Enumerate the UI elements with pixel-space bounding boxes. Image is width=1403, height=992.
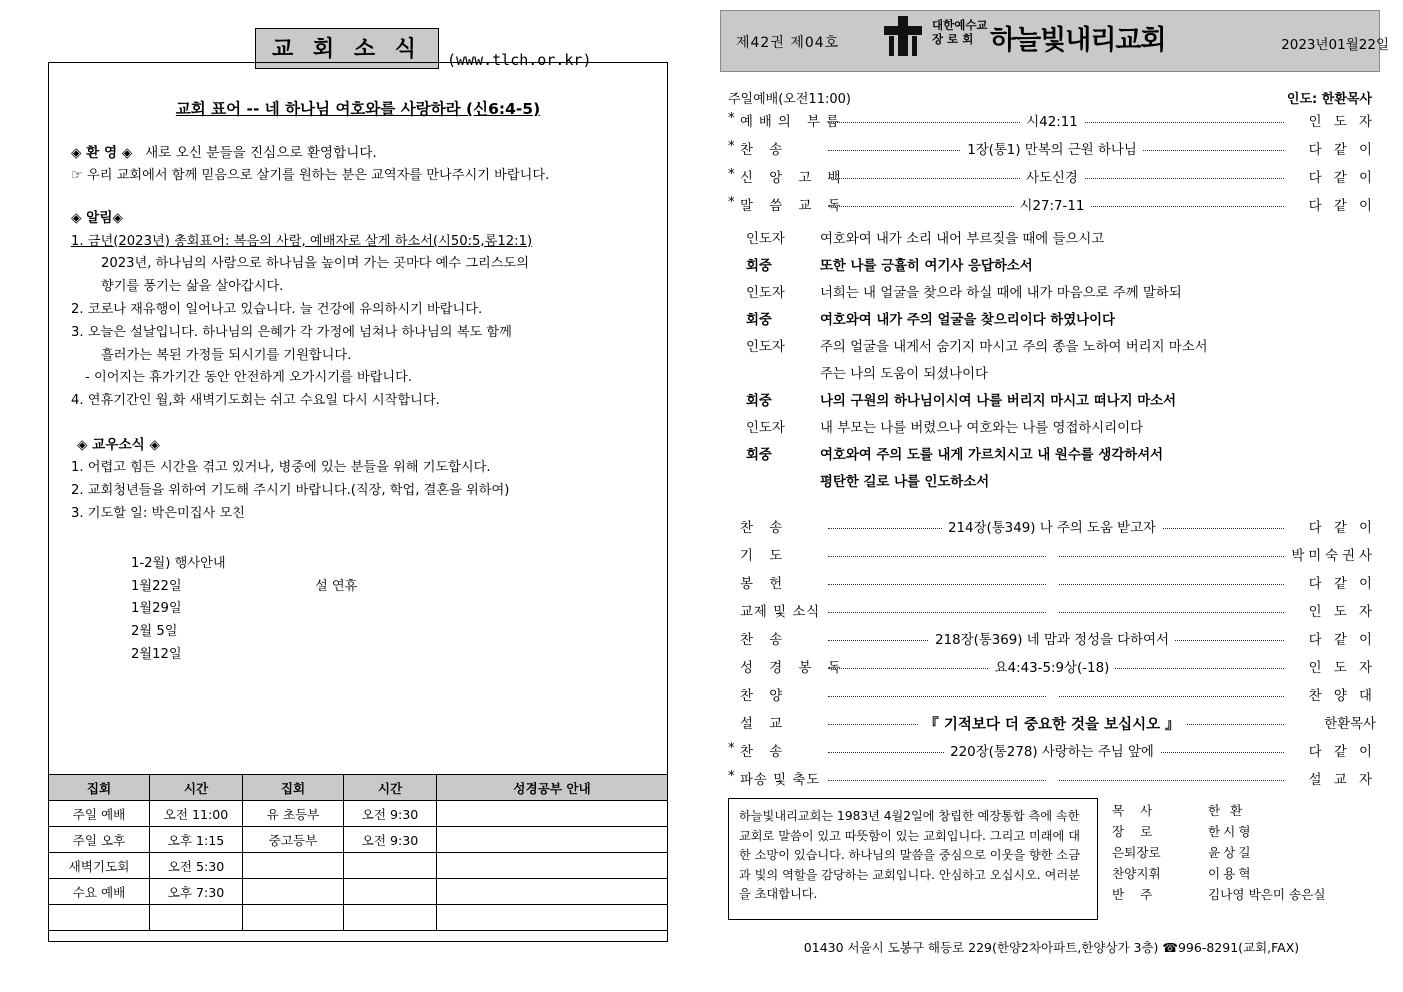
- responsive-line: [728, 334, 1376, 361]
- table-cell: 오후 1:15: [150, 827, 243, 853]
- denomination-line-2: 장 로 회: [932, 32, 974, 47]
- responsive-text: 주의 얼굴을 내게서 숨기지 마시고 주의 종을 노하여 버리지 마소서: [820, 340, 1208, 355]
- table-cell: 새벽기도회: [49, 853, 150, 879]
- dot-leader: [828, 556, 1284, 557]
- event-row: [71, 599, 645, 619]
- bulletin-date: 2023년01월22일: [1281, 37, 1389, 53]
- table-cell: [344, 905, 437, 931]
- order-label: 예배의 부름: [740, 115, 845, 130]
- table-cell: 중고등부: [243, 827, 344, 853]
- order-actor: 다 같 이: [1308, 143, 1376, 158]
- responsive-speaker: 회중: [746, 394, 772, 409]
- standing-marker: *: [728, 769, 735, 784]
- staff-row: [1112, 884, 1376, 905]
- event-date: 2월 5일: [131, 624, 178, 640]
- church-name: 하늘빛내리교회: [990, 25, 1166, 56]
- order-detail: 218장(통369) 네 맘과 정성을 다하여서: [929, 633, 1175, 648]
- prayer-heading: ◈ 교우소식 ◈: [77, 436, 160, 453]
- denomination-line-1: 대한예수교: [932, 18, 988, 32]
- responsive-text: 평탄한 길로 나를 인도하소서: [820, 475, 990, 490]
- church-introduction: 하늘빛내리교회는 1983년 4월2일에 창립한 예장통합 측에 속한 교회로 말씀이 있고 따뜻함이 있는 교회입니다. 그리고 미래에 대한 소망이 있습니다. 하나님의 말씀을 중심으로 이웃을 향한 소금과 빛의 역할을 감당하는 교회입니다. 안심하고 오십시오. 여러분을 초대합니다.: [728, 798, 1098, 920]
- order-detail: [1046, 601, 1058, 616]
- order-row: [728, 682, 1376, 710]
- notice-item: 1. 금년(2023년) 총회표어: 복음의 사람, 예배자로 살게 하소서(시50:5,롬12:1): [71, 233, 533, 249]
- order-row: [728, 108, 1376, 136]
- preacher-name: 한환목사: [1324, 717, 1376, 732]
- event-date: 1월29일: [131, 601, 182, 617]
- order-detail-wrap: [728, 545, 1376, 560]
- staff-row: [1112, 863, 1376, 884]
- church-slogan: 교회 표어 -- 네 하나님 여호와를 사랑하라 (신6:4-5): [175, 100, 541, 118]
- order-detail-wrap: [728, 629, 1376, 648]
- dot-leader: [828, 584, 1284, 585]
- staff-role: 목 사: [1112, 803, 1159, 818]
- event-date: 2월12일: [131, 646, 182, 662]
- staff-name: 윤상길: [1208, 845, 1254, 860]
- table-cell: 오전 9:30: [344, 827, 437, 853]
- notice-item: 3. 오늘은 설날입니다. 하나님의 은혜가 각 가정에 넘쳐나 하나님의 복도 함께: [71, 324, 512, 340]
- prayer-section: [49, 435, 667, 524]
- responsive-text: 또한 나를 긍휼히 여기사 응답하소서: [820, 259, 1033, 274]
- notice-section: [49, 208, 667, 411]
- order-label: 파송 및 축도: [740, 773, 821, 788]
- table-header-cell: 집회: [49, 775, 150, 801]
- table-header-cell: 집회: [243, 775, 344, 801]
- table-header-row: [49, 775, 668, 801]
- order-actor: 다 같 이: [1308, 521, 1376, 536]
- responsive-text: 나의 구원의 하나님이시여 나를 버리지 마시고 떠나지 마소서: [820, 394, 1177, 409]
- order-actor: 박미숙권사: [1291, 549, 1376, 564]
- welcome-line-2: ☞ 우리 교회에서 함께 믿음으로 살기를 원하는 분은 교역자를 만나주시기 바랍니다.: [71, 168, 550, 184]
- notice-item: 2. 코로나 재유행이 일어나고 있습니다. 늘 건강에 유의하시기 바랍니다.: [71, 301, 483, 317]
- table-cell: [49, 905, 150, 931]
- order-row: [728, 542, 1376, 570]
- order-actor: 다 같 이: [1308, 199, 1376, 214]
- dot-leader: [828, 668, 1284, 669]
- table-cell: [243, 905, 344, 931]
- order-label: 성 경 봉 독: [740, 661, 847, 676]
- order-row: [728, 570, 1376, 598]
- order-actor: 인 도 자: [1308, 661, 1376, 676]
- staff-role: 은퇴장로: [1112, 845, 1161, 860]
- prayer-item: 1. 어렵고 힘든 시간을 겪고 있거나, 병중에 있는 분들을 위해 기도합시다.: [71, 460, 491, 476]
- order-row: [728, 598, 1376, 626]
- order-label: 기 도: [740, 549, 789, 564]
- table-cell: 오전 9:30: [344, 801, 437, 827]
- left-page: [0, 0, 690, 992]
- responsive-line: [728, 388, 1376, 415]
- table-cell: [150, 905, 243, 931]
- order-label: 신 앙 고 백: [740, 171, 847, 186]
- table-cell: [437, 853, 668, 879]
- table-row: [49, 853, 668, 879]
- order-label: 설 교: [740, 717, 789, 732]
- table-cell: 오후 7:30: [150, 879, 243, 905]
- table-header-cell: 시간: [344, 775, 437, 801]
- notice-item: 흘러가는 복된 가정들 되시기를 기원합니다.: [101, 347, 352, 363]
- standing-marker: *: [728, 111, 735, 126]
- staff-name: 이용혁: [1208, 866, 1254, 881]
- table-cell: [437, 905, 668, 931]
- denomination-name: [932, 18, 988, 47]
- event-row: [71, 622, 645, 642]
- order-label: 찬 송: [740, 521, 789, 536]
- notice-item: 4. 연휴기간인 월,화 새벽기도회는 쉬고 수요일 다시 시작합니다.: [71, 393, 440, 409]
- standing-marker: *: [728, 167, 735, 182]
- order-label: 찬 송: [740, 143, 789, 158]
- dot-leader: [828, 612, 1284, 613]
- order-row: [728, 626, 1376, 654]
- order-row: [728, 192, 1376, 220]
- sermon-title: 『 기적보다 더 중요한 것을 보십시오 』: [918, 717, 1185, 733]
- responsive-speaker: 인도자: [746, 232, 785, 247]
- dot-leader: [828, 696, 1284, 697]
- order-detail: 220장(통278) 사랑하는 주님 앞에: [944, 745, 1160, 760]
- staff-name: 김나영 박은미 송은실: [1208, 887, 1326, 902]
- welcome-line-1: 새로 오신 분들을 진심으로 환영합니다.: [145, 145, 377, 161]
- right-page: [700, 0, 1403, 992]
- responsive-line: [728, 280, 1376, 307]
- table-cell: [437, 801, 668, 827]
- event-date: 1월22일: [131, 578, 182, 594]
- order-label: 봉 헌: [740, 577, 789, 592]
- responsive-text: 내 부모는 나를 버렸으나 여호와는 나를 영접하시리이다: [820, 421, 1144, 436]
- dot-leader: [828, 640, 1284, 641]
- order-detail: [1046, 769, 1058, 784]
- responsive-text: 여호와여 내가 주의 얼굴을 찾으리이다 하였나이다: [820, 313, 1115, 328]
- table-cell: [344, 853, 437, 879]
- staff-list: [1112, 800, 1376, 905]
- table-cell: [243, 879, 344, 905]
- order-of-worship: [728, 108, 1376, 794]
- responsive-line: [728, 253, 1376, 280]
- table-cell: [437, 827, 668, 853]
- order-detail: 사도신경: [1020, 171, 1084, 186]
- prayer-item: 3. 기도할 일: 박은미집사 모친: [71, 505, 245, 521]
- responsive-speaker: 회중: [746, 259, 772, 274]
- staff-role: 반 주: [1112, 887, 1159, 902]
- staff-role: 찬양지휘: [1112, 866, 1161, 881]
- event-row: [71, 645, 645, 665]
- cross-icon: [880, 14, 926, 58]
- service-header: [728, 88, 1372, 107]
- responsive-speaker: 인도자: [746, 286, 785, 301]
- staff-name: 한 환: [1208, 803, 1246, 818]
- order-detail-wrap: [728, 573, 1376, 588]
- order-row: [728, 654, 1376, 682]
- order-detail: 214장(통349) 나 주의 도움 받고자: [942, 521, 1162, 536]
- dot-leader: [828, 122, 1284, 123]
- order-detail: [1046, 573, 1058, 588]
- table-cell: [344, 879, 437, 905]
- address-footer: 01430 서울시 도봉구 해등로 229(한양2차아파트,한양상가 3층) ☎996-8291(교회,FAX): [803, 940, 1300, 955]
- staff-name: 한시형: [1208, 824, 1254, 839]
- staff-role: 장 로: [1112, 824, 1159, 839]
- table-cell: [243, 853, 344, 879]
- notice-item: 2023년, 하나님의 사람으로 하나님을 높이며 가는 곳마다 예수 그리스도의: [101, 256, 529, 272]
- notice-item: 향기를 풍기는 삶을 살아갑시다.: [101, 279, 284, 295]
- standing-marker: *: [728, 139, 735, 154]
- table-cell: 주일 오후: [49, 827, 150, 853]
- order-label: 찬 송: [740, 633, 789, 648]
- staff-row: [1112, 842, 1376, 863]
- order-row: [728, 136, 1376, 164]
- responsive-line: [728, 307, 1376, 334]
- dot-leader: [828, 724, 1284, 725]
- order-detail: 1장(통1) 만복의 근원 하나님: [961, 143, 1143, 158]
- order-detail-wrap: [728, 517, 1376, 536]
- volume-issue: 제42권 제04호: [736, 35, 840, 51]
- table-cell: 주일 예배: [49, 801, 150, 827]
- order-actor: 찬 양 대: [1308, 689, 1376, 704]
- order-actor: 인 도 자: [1308, 115, 1376, 130]
- order-row: [728, 738, 1376, 766]
- order-detail-wrap: [728, 741, 1376, 760]
- table-cell: [437, 879, 668, 905]
- responsive-speaker: 회중: [746, 313, 772, 328]
- responsive-speaker: 인도자: [746, 340, 785, 355]
- table-cell: 수요 예배: [49, 879, 150, 905]
- standing-marker: *: [728, 741, 735, 756]
- table-cell: 오전 5:30: [150, 853, 243, 879]
- dot-leader: [828, 528, 1284, 529]
- responsive-text: 여호와여 주의 도를 내게 가르치시고 내 원수를 생각하셔서: [820, 448, 1164, 463]
- order-actor: 다 같 이: [1308, 633, 1376, 648]
- table-cell: 유 초등부: [243, 801, 344, 827]
- order-label: 교제 및 소식: [740, 605, 821, 620]
- order-detail-wrap: [728, 685, 1376, 700]
- order-detail: 시42:11: [1020, 115, 1084, 130]
- order-actor: 다 같 이: [1308, 171, 1376, 186]
- order-detail: 요4:43-5:9상(-18): [989, 661, 1116, 676]
- order-detail-wrap: [728, 601, 1376, 616]
- event-row: [71, 577, 645, 597]
- church-website-url: (www.tlch.or.kr): [447, 51, 592, 69]
- order-row: [728, 164, 1376, 192]
- order-actor: 다 같 이: [1308, 577, 1376, 592]
- order-label: 찬 송: [740, 745, 789, 760]
- responsive-speaker: 인도자: [746, 421, 785, 436]
- table-row: [49, 905, 668, 931]
- order-row-sermon: [728, 710, 1376, 738]
- order-detail-wrap: [728, 769, 1376, 784]
- responsive-text: 여호와여 내가 소리 내어 부르짖을 때에 들으시고: [820, 232, 1105, 247]
- order-detail: 시27:7-11: [1014, 199, 1091, 214]
- dot-leader: [828, 178, 1284, 179]
- responsive-text: 주는 나의 도움이 되셨나이다: [820, 367, 988, 382]
- page-title: 교 회 소 식: [255, 28, 439, 69]
- order-actor: 인 도 자: [1308, 605, 1376, 620]
- event-name: 설 연휴: [315, 578, 358, 594]
- events-heading: 1-2월) 행사안내: [131, 555, 226, 571]
- service-title: 주일예배(오전11:00): [728, 92, 851, 107]
- order-detail: [1046, 685, 1058, 700]
- order-label: 찬 양: [740, 689, 789, 704]
- staff-row: [1112, 821, 1376, 842]
- dot-leader: [828, 206, 1284, 207]
- order-actor: 설 교 자: [1308, 773, 1376, 788]
- meeting-schedule-table: [48, 774, 668, 931]
- dot-leader: [828, 752, 1284, 753]
- standing-marker: *: [728, 195, 735, 210]
- staff-row: [1112, 800, 1376, 821]
- table-header-cell: 시간: [150, 775, 243, 801]
- responsive-speaker: 회중: [746, 448, 772, 463]
- order-row: [728, 514, 1376, 542]
- table-row: [49, 827, 668, 853]
- responsive-line: [728, 226, 1376, 253]
- welcome-heading: ◈ 환 영 ◈: [71, 145, 133, 161]
- order-detail: [1046, 545, 1058, 560]
- order-detail-wrap: [728, 139, 1376, 158]
- notice-heading: ◈ 알림◈: [71, 210, 123, 227]
- table-header-cell: 성경공부 안내: [437, 775, 668, 801]
- order-label: 말 씀 교 독: [740, 199, 847, 214]
- order-actor: 다 같 이: [1308, 745, 1376, 760]
- table-cell: 오전 11:00: [150, 801, 243, 827]
- responsive-line: [728, 361, 1376, 388]
- prayer-item: 2. 교회청년들을 위하여 기도해 주시기 바랍니다.(직장, 학업, 결혼을 위하여): [71, 483, 510, 499]
- responsive-line: [728, 415, 1376, 442]
- welcome-section: [49, 143, 667, 186]
- table-row: [49, 879, 668, 905]
- dot-leader: [828, 150, 1284, 151]
- table-row: [49, 801, 668, 827]
- dot-leader: [828, 780, 1284, 781]
- notice-item: - 이어지는 휴가기간 동안 안전하게 오가시기를 바랍니다.: [85, 370, 413, 386]
- service-leader: 인도: 한환목사: [1286, 92, 1372, 107]
- responsive-text: 너희는 내 얼굴을 찾으라 하실 때에 내가 마음으로 주께 말하되: [820, 286, 1182, 301]
- events-section: [49, 554, 667, 665]
- order-row: [728, 766, 1376, 794]
- responsive-line: [728, 469, 1376, 496]
- responsive-line: [728, 442, 1376, 469]
